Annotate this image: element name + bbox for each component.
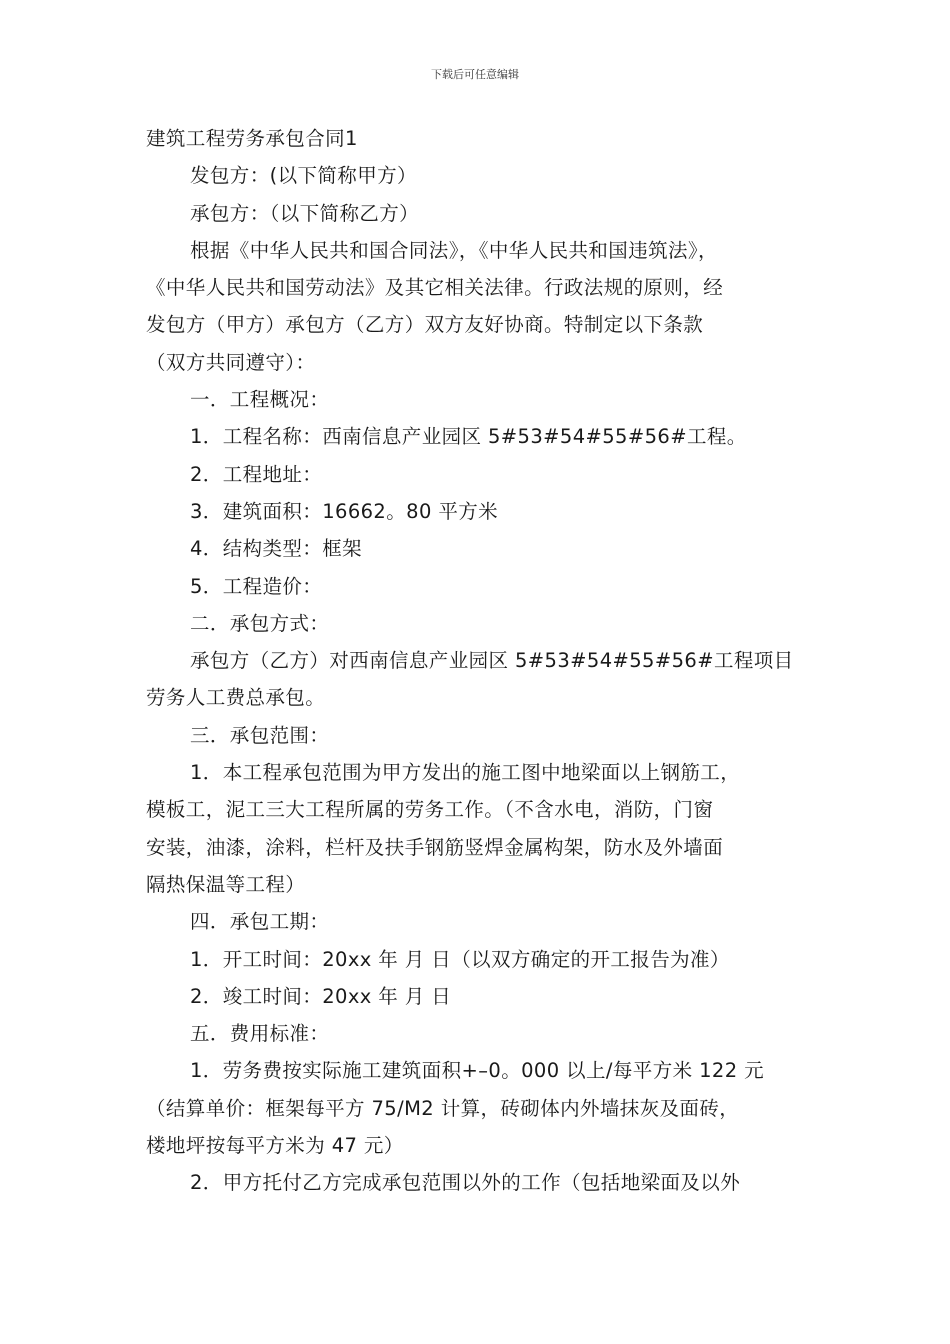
text-line: 1．本工程承包范围为甲方发出的施工图中地梁面以上钢筋工， xyxy=(190,761,741,785)
text-line: 4．结构类型：框架 xyxy=(190,537,363,561)
contract-title: 建筑工程劳务承包合同1 xyxy=(146,127,358,150)
text-line: 1．开工时间：20xx 年 月 日（以双方确定的开工报告为准） xyxy=(190,947,730,971)
text-line: 发包方（甲方）承包方（乙方）双方友好协商。特制定以下条款 xyxy=(146,313,704,337)
contract-body xyxy=(146,120,808,1202)
text-line: 承包方（乙方）对西南信息产业园区 5#53#54#55#56#工程项目 xyxy=(190,649,794,673)
section-heading: 一．工程概况： xyxy=(190,388,330,412)
text-line: （结算单价：框架每平方 75/M2 计算，砖砌体内外墙抹灰及面砖， xyxy=(146,1096,740,1120)
text-line: 5．工程造价： xyxy=(190,574,323,598)
section-heading: 五．费用标准： xyxy=(190,1022,330,1046)
text-line: 《中华人民共和国劳动法》及其它相关法律。行政法规的原则，经 xyxy=(146,276,724,300)
text-line: 根据《中华人民共和国合同法》，《中华人民共和国违筑法》， xyxy=(190,238,718,262)
text-line: 模板工，泥工三大工程所属的劳务工作。（不含水电，消防，门窗 xyxy=(146,798,714,822)
text-line: 2．竣工时间：20xx 年 月 日 xyxy=(190,984,452,1008)
header-note: 下载后可任意编辑 xyxy=(431,68,519,81)
section-heading: 三．承包范围： xyxy=(190,723,330,747)
text-line: 承包方：（以下简称乙方） xyxy=(190,201,420,225)
text-line: 2．工程地址： xyxy=(190,462,323,486)
text-line: 劳务人工费总承包。 xyxy=(146,686,326,710)
text-line: 3．建筑面积：16662。80 平方米 xyxy=(190,499,499,523)
text-line: 楼地坪按每平方米为 47 元） xyxy=(146,1134,404,1158)
text-line: 发包方：(以下简称甲方） xyxy=(190,164,417,188)
text-line: 隔热保温等工程） xyxy=(146,872,306,896)
text-line: 1．劳务费按实际施工建筑面积+–0。000 以上/每平方米 122 元 xyxy=(190,1059,765,1083)
text-line: （双方共同遵守）： xyxy=(146,350,316,374)
text-line: 2．甲方托付乙方完成承包范围以外的工作（包括地梁面及以外 xyxy=(190,1171,741,1195)
section-heading: 二．承包方式： xyxy=(190,611,330,635)
text-line: 1．工程名称：西南信息产业园区 5#53#54#55#56#工程。 xyxy=(190,425,747,449)
text-line: 安装，油漆，涂料，栏杆及扶手钢筋竖焊金属构架，防水及外墙面 xyxy=(146,835,724,859)
section-heading: 四．承包工期： xyxy=(190,910,330,934)
